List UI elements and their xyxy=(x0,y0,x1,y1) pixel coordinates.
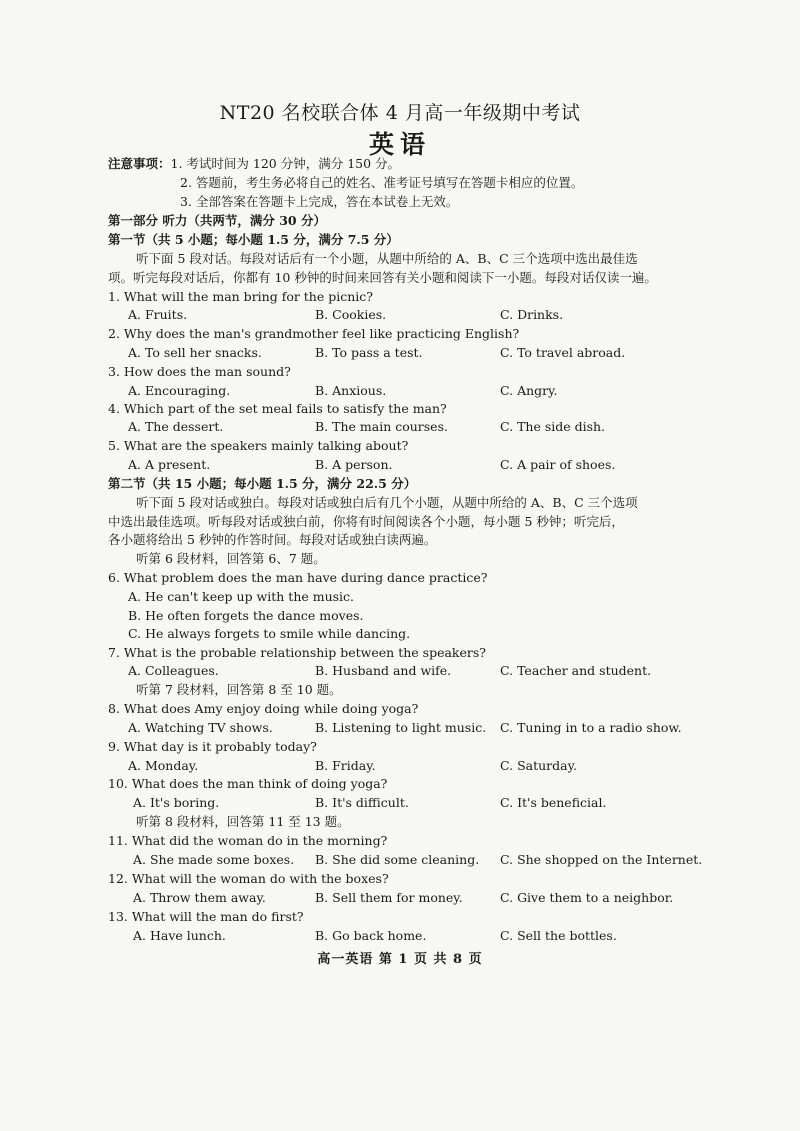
q4-option-b: B. The main courses. xyxy=(315,419,448,434)
question-4: 4. Which part of the set meal fails to satisfy the man? xyxy=(108,401,447,416)
q13-option-a: A. Have lunch. xyxy=(133,928,226,943)
material-7-note: 听第 7 段材料，回答第 8 至 10 题。 xyxy=(136,682,342,697)
section2-instruction-2: 中选出最佳选项。听每段对话或独白前，你将有时间阅读各个小题，每小题 5 秒钟；听完后， xyxy=(108,514,624,529)
q8-option-c: C. Tuning in to a radio show. xyxy=(500,720,682,735)
q9-option-c: C. Saturday. xyxy=(500,758,577,773)
q7-option-c: C. Teacher and student. xyxy=(500,663,652,678)
q3-option-b: B. Anxious. xyxy=(315,383,387,398)
section1-instruction-1: 听下面 5 段对话。每段对话后有一个小题，从题中所给的 A、B、C 三个选项中选出最佳选 xyxy=(136,251,638,266)
page-footer: 高一英语 第 1 页 共 8 页 xyxy=(317,952,483,967)
q12-option-a: A. Throw them away. xyxy=(133,890,266,905)
q2-option-c: C. To travel abroad. xyxy=(500,345,626,360)
question-13: 13. What will the man do first? xyxy=(108,909,304,924)
section2-instruction-3: 各小题将给出 5 秒钟的作答时间。每段对话或独白读两遍。 xyxy=(108,532,437,547)
subject-title: 英语 xyxy=(368,130,431,159)
question-7: 7. What is the probable relationship between the speakers? xyxy=(108,645,486,660)
q4-option-c: C. The side dish. xyxy=(500,419,606,434)
q3-option-c: C. Angry. xyxy=(500,383,558,398)
q9-option-b: B. Friday. xyxy=(315,758,376,773)
q6-option-a: A. He can't keep up with the music. xyxy=(128,589,355,604)
note-item-1: 1. 考试时间为 120 分钟，满分 150 分。 xyxy=(170,156,401,171)
question-11: 11. What did the woman do in the morning? xyxy=(108,833,388,848)
question-1: 1. What will the man bring for the picnic? xyxy=(108,289,373,304)
q5-option-c: C. A pair of shoes. xyxy=(500,457,616,472)
q10-option-a: A. It's boring. xyxy=(133,795,220,810)
q13-option-c: C. Sell the bottles. xyxy=(500,928,617,943)
q7-option-a: A. Colleagues. xyxy=(128,663,219,678)
q10-option-b: B. It's difficult. xyxy=(315,795,409,810)
material-8-note: 听第 8 段材料，回答第 11 至 13 题。 xyxy=(136,814,350,829)
material-6-note: 听第 6 段材料，回答第 6、7 题。 xyxy=(136,551,326,566)
question-5: 5. What are the speakers mainly talking about? xyxy=(108,438,409,453)
q12-option-b: B. Sell them for money. xyxy=(315,890,463,905)
q7-option-b: B. Husband and wife. xyxy=(315,663,452,678)
q6-option-c: C. He always forgets to smile while dancing. xyxy=(128,626,411,641)
section2-heading: 第二节（共 15 小题；每小题 1.5 分，满分 22.5 分） xyxy=(108,476,417,491)
q1-option-a: A. Fruits. xyxy=(128,307,188,322)
q11-option-a: A. She made some boxes. xyxy=(133,852,295,867)
q13-option-b: B. Go back home. xyxy=(315,928,427,943)
question-2: 2. Why does the man's grandmother feel like practicing English? xyxy=(108,326,520,341)
q2-option-b: B. To pass a test. xyxy=(315,345,423,360)
question-12: 12. What will the woman do with the boxes? xyxy=(108,871,389,886)
q6-option-b: B. He often forgets the dance moves. xyxy=(128,608,364,623)
section1-heading: 第一节（共 5 小题；每小题 1.5 分，满分 7.5 分） xyxy=(108,232,399,247)
question-6: 6. What problem does the man have during dance practice? xyxy=(108,570,488,585)
note-item-3: 3. 全部答案在答题卡上完成，答在本试卷上无效。 xyxy=(180,194,459,209)
q10-option-c: C. It's beneficial. xyxy=(500,795,607,810)
q12-option-c: C. Give them to a neighbor. xyxy=(500,890,674,905)
part1-heading: 第一部分 听力（共两节，满分 30 分） xyxy=(108,213,326,228)
q3-option-a: A. Encouraging. xyxy=(128,383,231,398)
q11-option-c: C. She shopped on the Internet. xyxy=(500,852,703,867)
q1-option-c: C. Drinks. xyxy=(500,307,564,322)
question-9: 9. What day is it probably today? xyxy=(108,739,317,754)
note-item-2: 2. 答题前，考生务必将自己的姓名、准考证号填写在答题卡相应的位置。 xyxy=(180,175,584,190)
section2-instruction-1: 听下面 5 段对话或独白。每段对话或独白后有几个小题，从题中所给的 A、B、C 三个选项 xyxy=(136,495,638,510)
question-10: 10. What does the man think of doing yoga? xyxy=(108,776,388,791)
question-3: 3. How does the man sound? xyxy=(108,364,291,379)
q8-option-b: B. Listening to light music. xyxy=(315,720,487,735)
q1-option-b: B. Cookies. xyxy=(315,307,387,322)
q8-option-a: A. Watching TV shows. xyxy=(128,720,273,735)
q9-option-a: A. Monday. xyxy=(128,758,199,773)
q2-option-a: A. To sell her snacks. xyxy=(128,345,262,360)
question-8: 8. What does Amy enjoy doing while doing yoga? xyxy=(108,701,419,716)
notes-label: 注意事项：1. 考试时间为 120 分钟，满分 150 分。 xyxy=(108,156,401,171)
exam-title: NT20 名校联合体 4 月高一年级期中考试 xyxy=(219,102,581,124)
q11-option-b: B. She did some cleaning. xyxy=(315,852,480,867)
q5-option-a: A. A present. xyxy=(128,457,211,472)
q5-option-b: B. A person. xyxy=(315,457,393,472)
q4-option-a: A. The dessert. xyxy=(128,419,224,434)
section1-instruction-2: 项。听完每段对话后，你都有 10 秒钟的时间来回答有关小题和阅读下一小题。每段对话仅读一遍。 xyxy=(108,270,657,285)
